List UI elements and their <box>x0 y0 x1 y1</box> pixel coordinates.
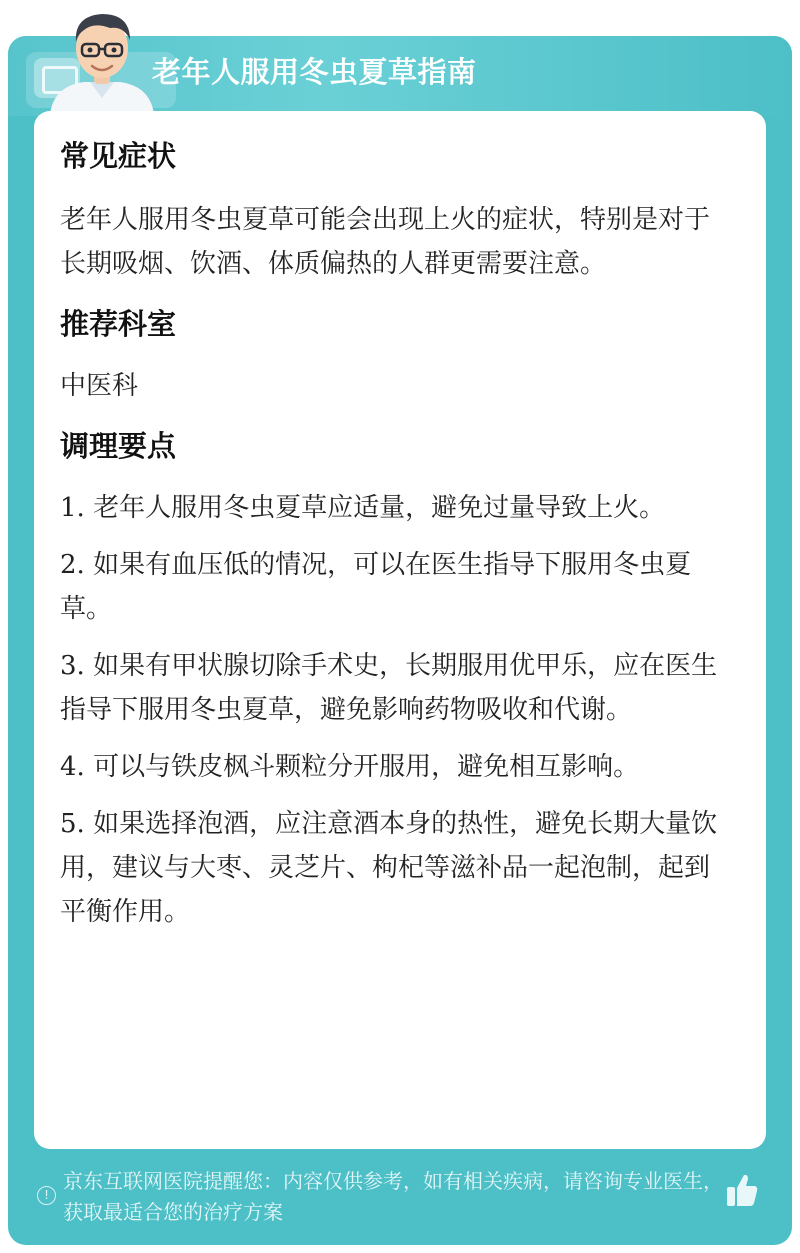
list-item-number: 4. <box>60 752 85 782</box>
list-item <box>60 486 724 530</box>
list-item <box>60 802 724 934</box>
list-item-text: 老年人服用冬虫夏草应适量，避免过量导致上火。 <box>93 493 666 523</box>
list-item <box>60 644 724 732</box>
thumbs-up-icon[interactable] <box>725 1172 759 1208</box>
section-tips <box>60 424 724 934</box>
list-item-text: 可以与铁皮枫斗颗粒分开服用，避免相互影响。 <box>93 752 640 782</box>
section-title: 推荐科室 <box>60 307 177 341</box>
section-title: 调理要点 <box>60 429 177 463</box>
list-item-number: 5. <box>60 809 85 839</box>
content-area <box>60 134 724 947</box>
list-item-text: 如果有甲状腺切除手术史，长期服用优甲乐，应在医生指导下服用冬虫夏草，避免影响药物吸收和代谢。 <box>60 651 718 725</box>
page-title: 老年人服用冬虫夏草指南 <box>152 55 477 89</box>
section-title: 常见症状 <box>60 139 177 173</box>
tips-list <box>60 486 724 934</box>
list-item-number: 3. <box>60 651 85 681</box>
list-item-number: 2. <box>60 550 85 580</box>
info-icon: ! <box>37 1186 56 1205</box>
section-department <box>60 302 724 408</box>
list-item-number: 1. <box>60 493 85 523</box>
section-body: 中医科 <box>60 371 139 401</box>
list-item <box>60 543 724 631</box>
section-symptoms <box>60 134 724 286</box>
section-body: 老年人服用冬虫夏草可能会出现上火的症状，特别是对于长期吸烟、饮酒、体质偏热的人群更需要注意。 <box>60 205 711 279</box>
disclaimer-note: 京东互联网医院提醒您：内容仅供参考，如有相关疾病，请咨询专业医生，获取最适合您的治疗方案 <box>63 1169 723 1224</box>
list-item <box>60 745 724 789</box>
doctor-avatar <box>44 6 160 114</box>
list-item-text: 如果选择泡酒，应注意酒本身的热性，避免长期大量饮用，建议与大枣、灵芝片、枸杞等滋补品一起泡制，起到平衡作用。 <box>60 809 718 927</box>
list-item-text: 如果有血压低的情况，可以在医生指导下服用冬虫夏草。 <box>60 550 692 624</box>
